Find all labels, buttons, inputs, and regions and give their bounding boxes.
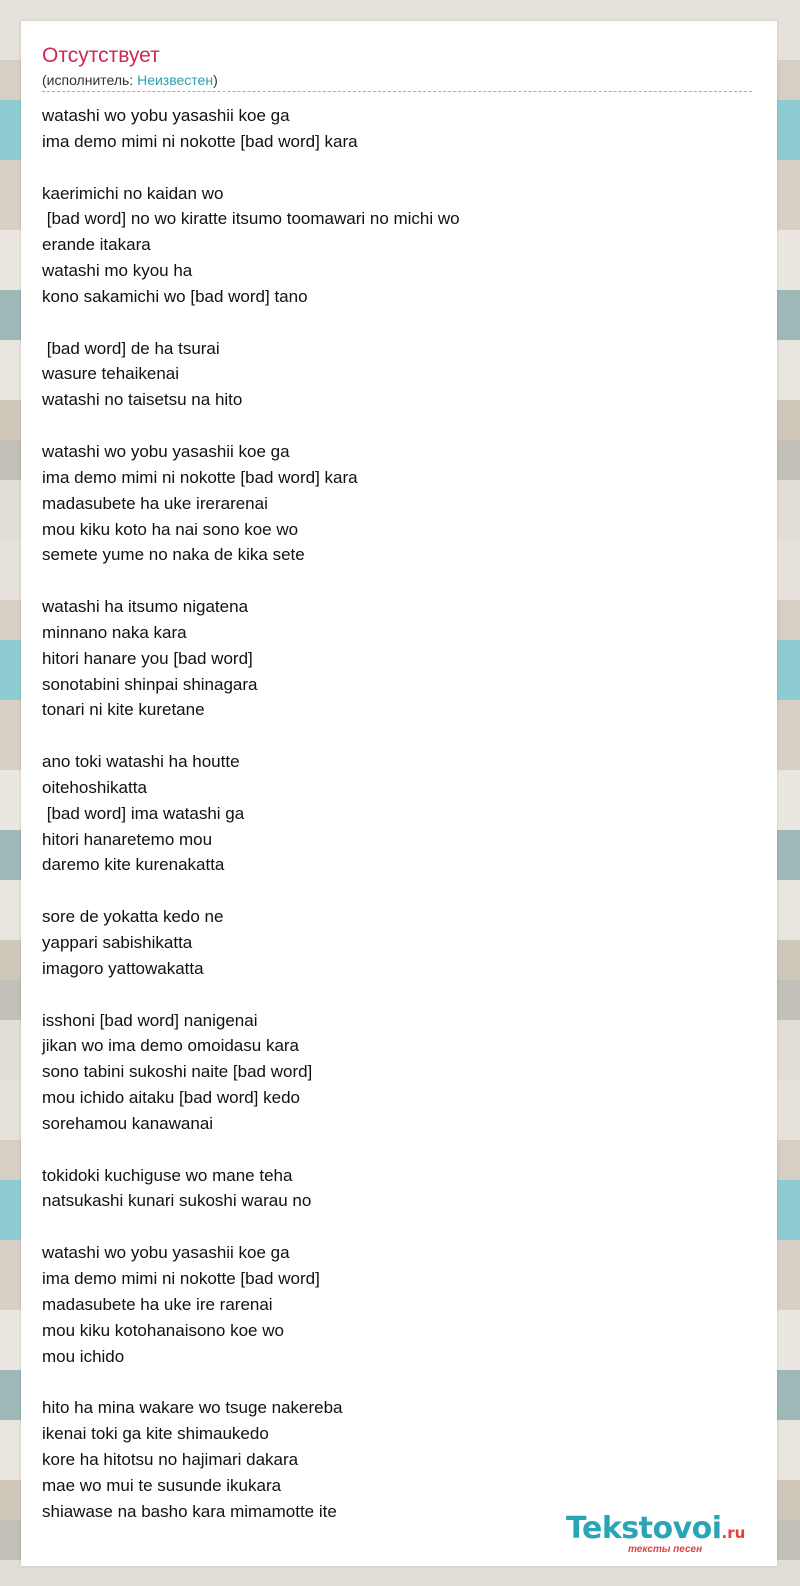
logo-tagline: тексты песен [628,1544,703,1555]
logo-main-text: Tekstovoi [566,1511,722,1546]
artist-suffix: ) [213,72,218,88]
artist-line [42,71,218,89]
logo-tld: .ru [721,1524,746,1542]
lyrics-text: watashi wo yobu yasashii koe ga ima demo mimi ni nokotte [bad word] kara kaerimichi no kaidan wo [bad word] no wo kiratte itsumo toomawari no michi wo erande itakara watashi mo kyou ha kono sakamichi wo [bad word] tano [bad word] de ha tsurai wasure tehaikenai watashi no taisetsu na hito watashi wo yobu yasashii koe ga ima demo mimi ni nokotte [bad word] kara madasubete ha uke irerarenai mou kiku koto ha nai sono koe wo semete yume no naka de kika sete watashi ha itsumo nigatena minnano naka kara hitori hanare you [bad word] sonotabini shinpai shinagara tonari ni kite kuretane ano toki watashi ha houtte oitehoshikatta [bad word] ima watashi ga hitori hanaretemo mou daremo kite kurenakatta sore de yokatta kedo ne yappari sabishikatta imagoro yattowakatta isshoni [bad word] nanigenai jikan wo ima demo omoidasu kara sono tabini sukoshi naite [bad word] mou ichido aitaku [bad word] kedo sorehamou kanawanai tokidoki kuchiguse wo mane teha natsukashi kunari sukoshi warau no watashi wo yobu yasashii koe ga ima demo mimi ni nokotte [bad word] madasubete ha uke ire rarenai mou kiku kotohanaisono koe wo mou ichido hito ha mina wakare wo tsuge nakereba ikenai toki ga kite shimaukedo kore ha hitotsu no hajimari dakara mae wo mui te susunde ikukara shiawase na basho kara mimamotte ite [42,106,460,1521]
site-logo[interactable] [566,1511,776,1561]
artist-link[interactable]: Неизвестен [137,72,214,88]
divider [42,91,752,92]
song-title: Отсутствует [42,44,160,67]
lyrics-card [21,21,777,1566]
artist-prefix: (исполнитель: [42,72,138,88]
